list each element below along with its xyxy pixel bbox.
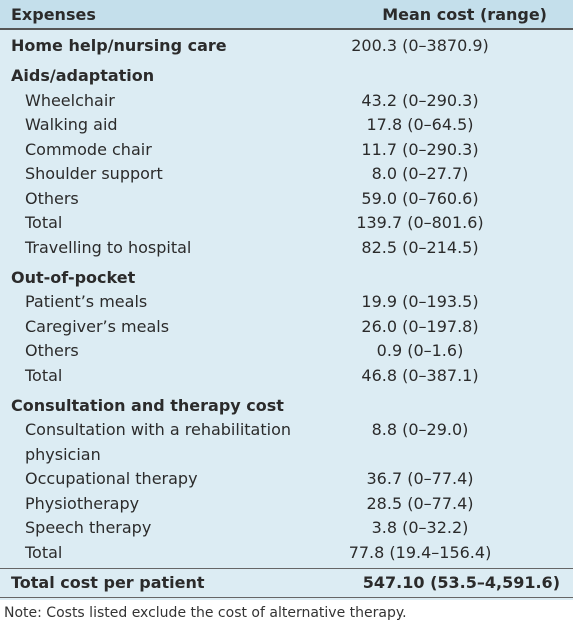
- table-row: [0, 112, 573, 137]
- table-row: [0, 186, 573, 211]
- table-row: [0, 161, 573, 186]
- table-row: [0, 210, 573, 235]
- total-value: 547.10 (53.5–4,591.6): [362, 573, 560, 592]
- table-row: [0, 33, 573, 58]
- total-label: Total cost per patient: [11, 573, 205, 592]
- row-value: 17.8 (0–64.5): [366, 115, 474, 134]
- row-label: Physiotherapy: [25, 494, 140, 513]
- section-heading: [0, 265, 573, 290]
- table-row: [0, 540, 573, 565]
- row-label: Caregiver’s meals: [25, 317, 170, 336]
- table-row: [0, 314, 573, 339]
- row-value: 82.5 (0–214.5): [361, 238, 479, 257]
- row-label: Walking aid: [25, 115, 118, 134]
- table-row: [0, 338, 573, 363]
- row-label: Others: [25, 341, 79, 360]
- row-label: Total: [25, 543, 63, 562]
- row-value: 3.8 (0–32.2): [371, 518, 469, 537]
- row-label: Consultation with a rehabilitation: [25, 420, 291, 439]
- row-value: 200.3 (0–3870.9): [351, 36, 489, 55]
- row-label: Consultation and therapy cost: [11, 396, 284, 415]
- table-header: [0, 0, 573, 30]
- row-label: Aids/adaptation: [11, 66, 155, 85]
- table-row: [0, 515, 573, 540]
- row-value: 59.0 (0–760.6): [361, 189, 479, 208]
- table-row: [0, 363, 573, 388]
- table-footnote: Note: Costs listed exclude the cost of alternative therapy.: [4, 605, 407, 621]
- row-label: Shoulder support: [25, 164, 163, 183]
- section-heading: [0, 63, 573, 88]
- row-value: 28.5 (0–77.4): [366, 494, 474, 513]
- row-value: 11.7 (0–290.3): [361, 140, 479, 159]
- row-value: 36.7 (0–77.4): [366, 469, 474, 488]
- row-value: 43.2 (0–290.3): [361, 91, 479, 110]
- table-row: [0, 235, 573, 260]
- table-row: [0, 289, 573, 314]
- row-label: Wheelchair: [25, 91, 115, 110]
- header-expenses: Expenses: [11, 5, 96, 24]
- row-value: 46.8 (0–387.1): [361, 366, 479, 385]
- row-label: physician: [25, 445, 101, 464]
- row-value: 0.9 (0–1.6): [376, 341, 464, 360]
- table-row: [0, 466, 573, 491]
- row-label: Travelling to hospital: [25, 238, 192, 257]
- table-row: [0, 417, 573, 442]
- table-row: [0, 137, 573, 162]
- header-mean-cost: Mean cost (range): [382, 5, 547, 24]
- row-label: Others: [25, 189, 79, 208]
- row-label: Out-of-pocket: [11, 268, 136, 287]
- row-value: 19.9 (0–193.5): [361, 292, 479, 311]
- row-value: 139.7 (0–801.6): [356, 213, 484, 232]
- row-label: Speech therapy: [25, 518, 152, 537]
- row-label: Patient’s meals: [25, 292, 148, 311]
- row-label: Commode chair: [25, 140, 152, 159]
- row-value: 77.8 (19.4–156.4): [348, 543, 492, 562]
- table-row-continuation: [0, 442, 573, 467]
- row-value: 26.0 (0–197.8): [361, 317, 479, 336]
- row-label: Occupational therapy: [25, 469, 198, 488]
- row-label: Total: [25, 366, 63, 385]
- table-row: [0, 491, 573, 516]
- row-label: Home help/nursing care: [11, 36, 227, 55]
- section-heading: [0, 393, 573, 418]
- row-value: 8.8 (0–29.0): [371, 420, 469, 439]
- row-label: Total: [25, 213, 63, 232]
- row-value: 8.0 (0–27.7): [371, 164, 469, 183]
- table-row: [0, 88, 573, 113]
- total-cost-row: [0, 568, 573, 598]
